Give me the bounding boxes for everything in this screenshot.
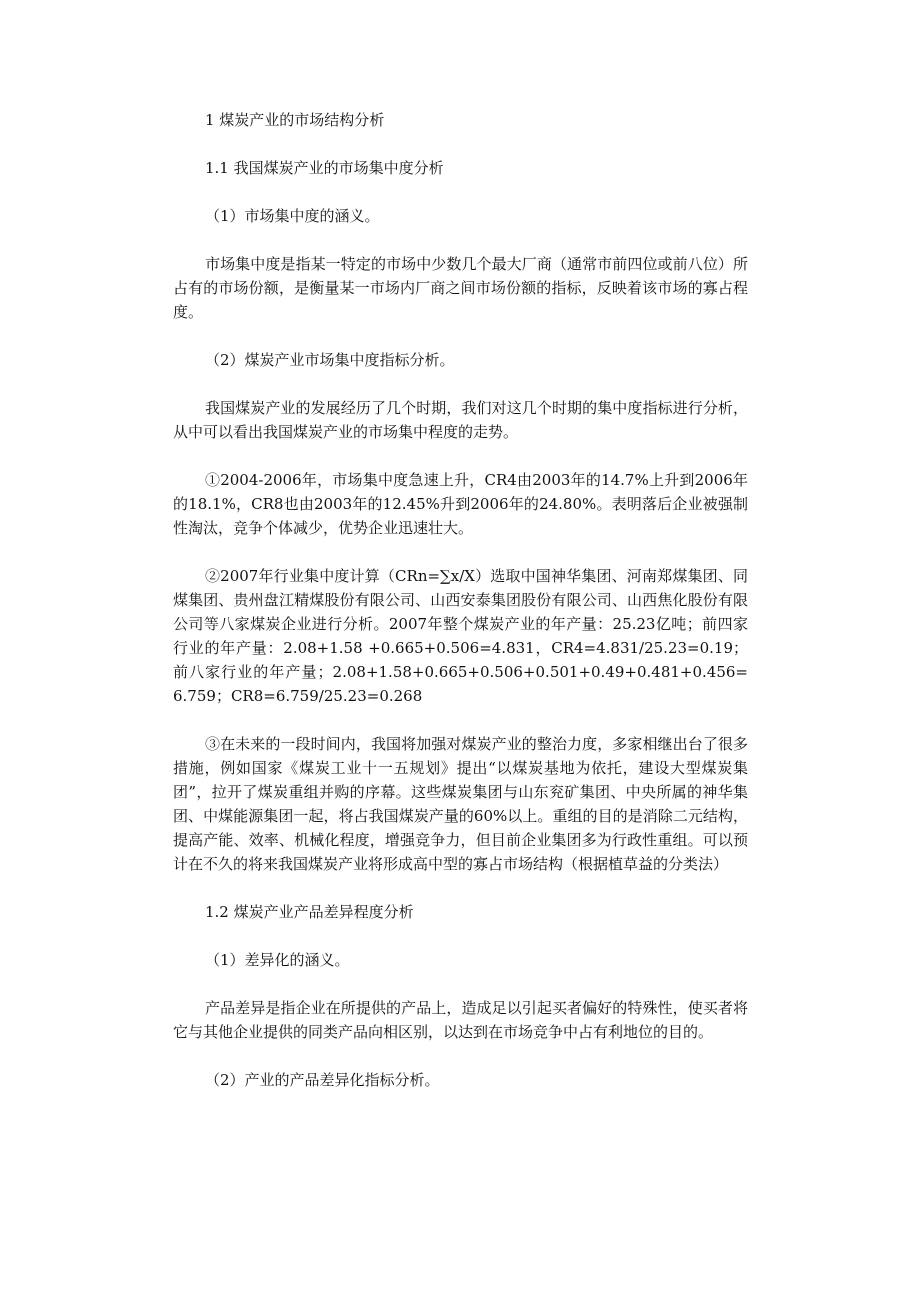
paragraph: 市场集中度是指某一特定的市场中少数几个最大厂商（通常市前四位或前八位）所占有的市场份额，是衡量某一市场内厂商之间市场份额的指标，反映着该市场的寡占程度。 — [173, 255, 748, 321]
paragraph: 产品差异是指企业在所提供的产品上，造成足以引起买者偏好的特殊性，使买者将它与其他企业提供的同类产品向相区别，以达到在市场竞争中占有利地位的目的。 — [173, 999, 748, 1041]
section-heading: 1 煤炭产业的市场结构分析 — [205, 111, 385, 129]
paragraph: 我国煤炭产业的发展经历了几个时期，我们对这几个时期的集中度指标进行分析，从中可以看出我国煤炭产业的市场集中程度的走势。 — [173, 399, 748, 441]
subsection-heading: 1.2 煤炭产业产品差异程度分析 — [205, 903, 414, 921]
item-heading: （2）煤炭产业市场集中度指标分析。 — [205, 351, 455, 369]
subsection-heading: 1.1 我国煤炭产业的市场集中度分析 — [205, 159, 444, 177]
document-body — [173, 108, 748, 1092]
item-heading: （1）市场集中度的涵义。 — [205, 207, 380, 225]
paragraph: ③在未来的一段时间内，我国将加强对煤炭产业的整治力度，多家相继出台了很多措施，例如国家《煤炭工业十一五规划》提出“以煤炭基地为依托，建设大型煤炭集团”，拉开了煤炭重组并购的序幕。这些煤炭集团与山东兖矿集团、中央所属的神华集团、中煤能源集团一起，将占我国煤炭产量的60%以上。重组的目的是消除二元结构，提高产能、效率、机械化程度，增强竞争力，但目前企业集团多为行政性重组。可以预计在不久的将来我国煤炭产业将形成高中型的寡占市场结构（根据植草益的分类法） — [173, 735, 748, 873]
item-heading: （2）产业的产品差异化指标分析。 — [205, 1071, 440, 1089]
paragraph: ②2007年行业集中度计算（CRn=∑x/X）选取中国神华集团、河南郑煤集团、同煤集团、贵州盘江精煤股份有限公司、山西安泰集团股份有限公司、山西焦化股份有限公司等八家煤炭企业进行分析。2007年整个煤炭产业的年产量：25.23亿吨；前四家行业的年产量：2.08+1.58 +0.665+0.506=4.831，CR4=4.831/25.23=0.19；前八家行业的年产量；2.08+1.58+0.665+0.506+0.501+0.49+0.481+0.456=6.759；CR8=6.759/25.23=0.268 — [173, 567, 748, 705]
item-heading: （1）差异化的涵义。 — [205, 951, 350, 969]
paragraph: ①2004-2006年，市场集中度急速上升，CR4由2003年的14.7%上升到2006年的18.1%，CR8也由2003年的12.45%升到2006年的24.80%。表明落后企业被强制性淘汰，竞争个体减少，优势企业迅速壮大。 — [173, 471, 748, 537]
